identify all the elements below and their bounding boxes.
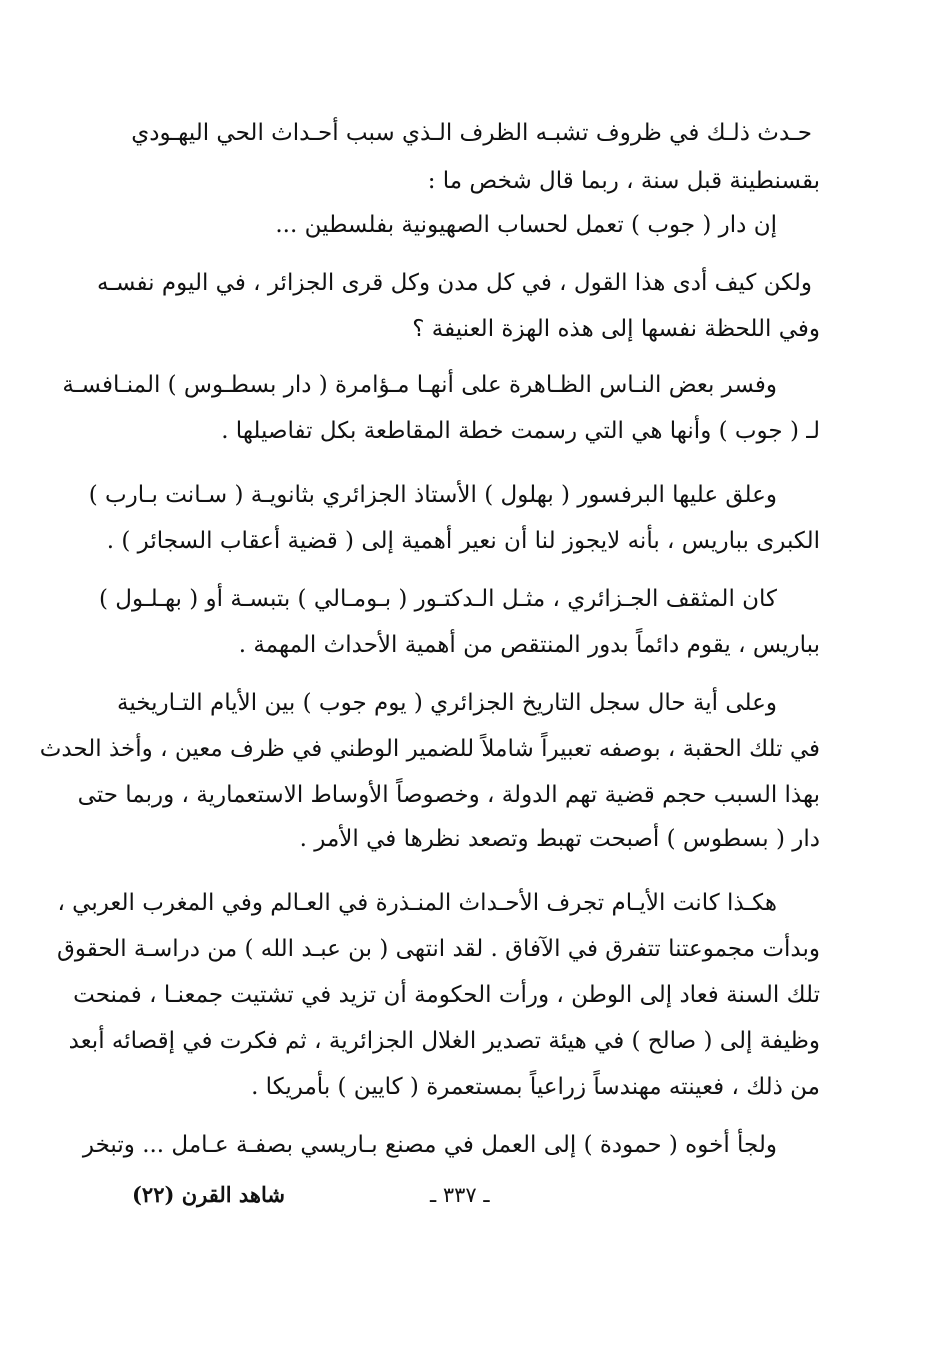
paragraph-5-line-1: كان المثقف الجـزائري ، مثـل الـدكتـور ( بـومـالي ) بتبسـة أو ( بهـلـول ) <box>98 586 777 612</box>
footer-book-title: شاهد القرن (٢٢) <box>131 1182 285 1207</box>
paragraph-6-line-4: دار ( بسطوس ) أصبحت تهبط وتصعد نظرها في الأمر . <box>299 826 820 852</box>
paragraph-4-line-2: الكبرى بباريس ، بأنه لايجوز لنا أن نعير أهمية إلى ( قضية أعقاب السجائر ) . <box>106 528 820 554</box>
paragraph-1-line-1: حـدث ذلـك في ظروف تشبـه الظرف الـذي سبب أحـداث الحي اليهـودي <box>131 120 812 146</box>
paragraph-7-line-1: هكـذا كانت الأيـام تجرف الأحـداث المنـذرة في العـالم وفي المغرب العربي ، <box>57 890 777 916</box>
paragraph-5-line-2: بباريس ، يقوم دائماً بدور المنتقص من أهمية الأحداث المهمة . <box>238 632 820 658</box>
paragraph-3-line-1: وفسر بعض النـاس الظـاهرة على أنهـا مـؤامرة ( دار بسطـوس ) المنـافسـة <box>62 372 777 398</box>
paragraph-4-line-1: وعلق عليها البرفسور ( بهلول ) الأستاذ الجزائري بثانويـة ( سـانت بـارب ) <box>88 482 777 508</box>
paragraph-1-line-3: إن دار ( جوب ) تعمل لحساب الصهيونية بفلسطين ... <box>275 212 777 238</box>
paragraph-1-line-2: بقسنطينة قبل سنة ، ربما قال شخص ما : <box>427 168 820 194</box>
paragraph-8-line-1: ولجأ أخوه ( حمودة ) إلى العمل في مصنع بـاريسي بصفـة عـامل ... وتبخر <box>82 1132 777 1158</box>
paragraph-6-line-1: وعلى أية حال سجل التاريخ الجزائري ( يوم جوب ) بين الأيام التـاريخية <box>116 690 777 716</box>
paragraph-7-line-3: تلك السنة فعاد إلى الوطن ، ورأت الحكومة أن تزيد في تشتيت جمعنـا ، فمنحت <box>73 982 820 1008</box>
paragraph-6-line-2: في تلك الحقبة ، بوصفه تعبيراً شاملاً للضمير الوطني في ظرف معين ، وأخذ الحدث <box>39 736 820 762</box>
paragraph-7-line-5: من ذلك ، فعينته مهندساً زراعياً بمستعمرة ( كايين ) بأمريكا . <box>251 1074 820 1100</box>
footer-page-number: ـ ٣٣٧ ـ <box>430 1183 490 1207</box>
paragraph-7-line-2: وبدأت مجموعتنا تتفرق في الآفاق . لقد انتهى ( بن عبـد الله ) من دراسـة الحقوق <box>57 936 820 962</box>
paragraph-3-line-2: لـ ( جوب ) وأنها هي التي رسمت خطة المقاطعة بكل تفاصيلها . <box>221 418 820 444</box>
paragraph-6-line-3: بهذا السبب حجم قضية تهم الدولة ، وخصوصاً الأوساط الاستعمارية ، وربما حتى <box>77 782 820 808</box>
paragraph-7-line-4: وظيفة إلى ( صالح ) في هيئة تصدير الغلال الجزائرية ، ثم فكرت في إقصائه أبعد <box>68 1028 820 1054</box>
paragraph-2-line-2: وفي اللحظة نفسها إلى هذه الهزة العنيفة ؟ <box>412 316 820 342</box>
paragraph-2-line-1: ولكن كيف أدى هذا القول ، في كل مدن وكل قرى الجزائر ، في اليوم نفسـه <box>96 270 812 296</box>
